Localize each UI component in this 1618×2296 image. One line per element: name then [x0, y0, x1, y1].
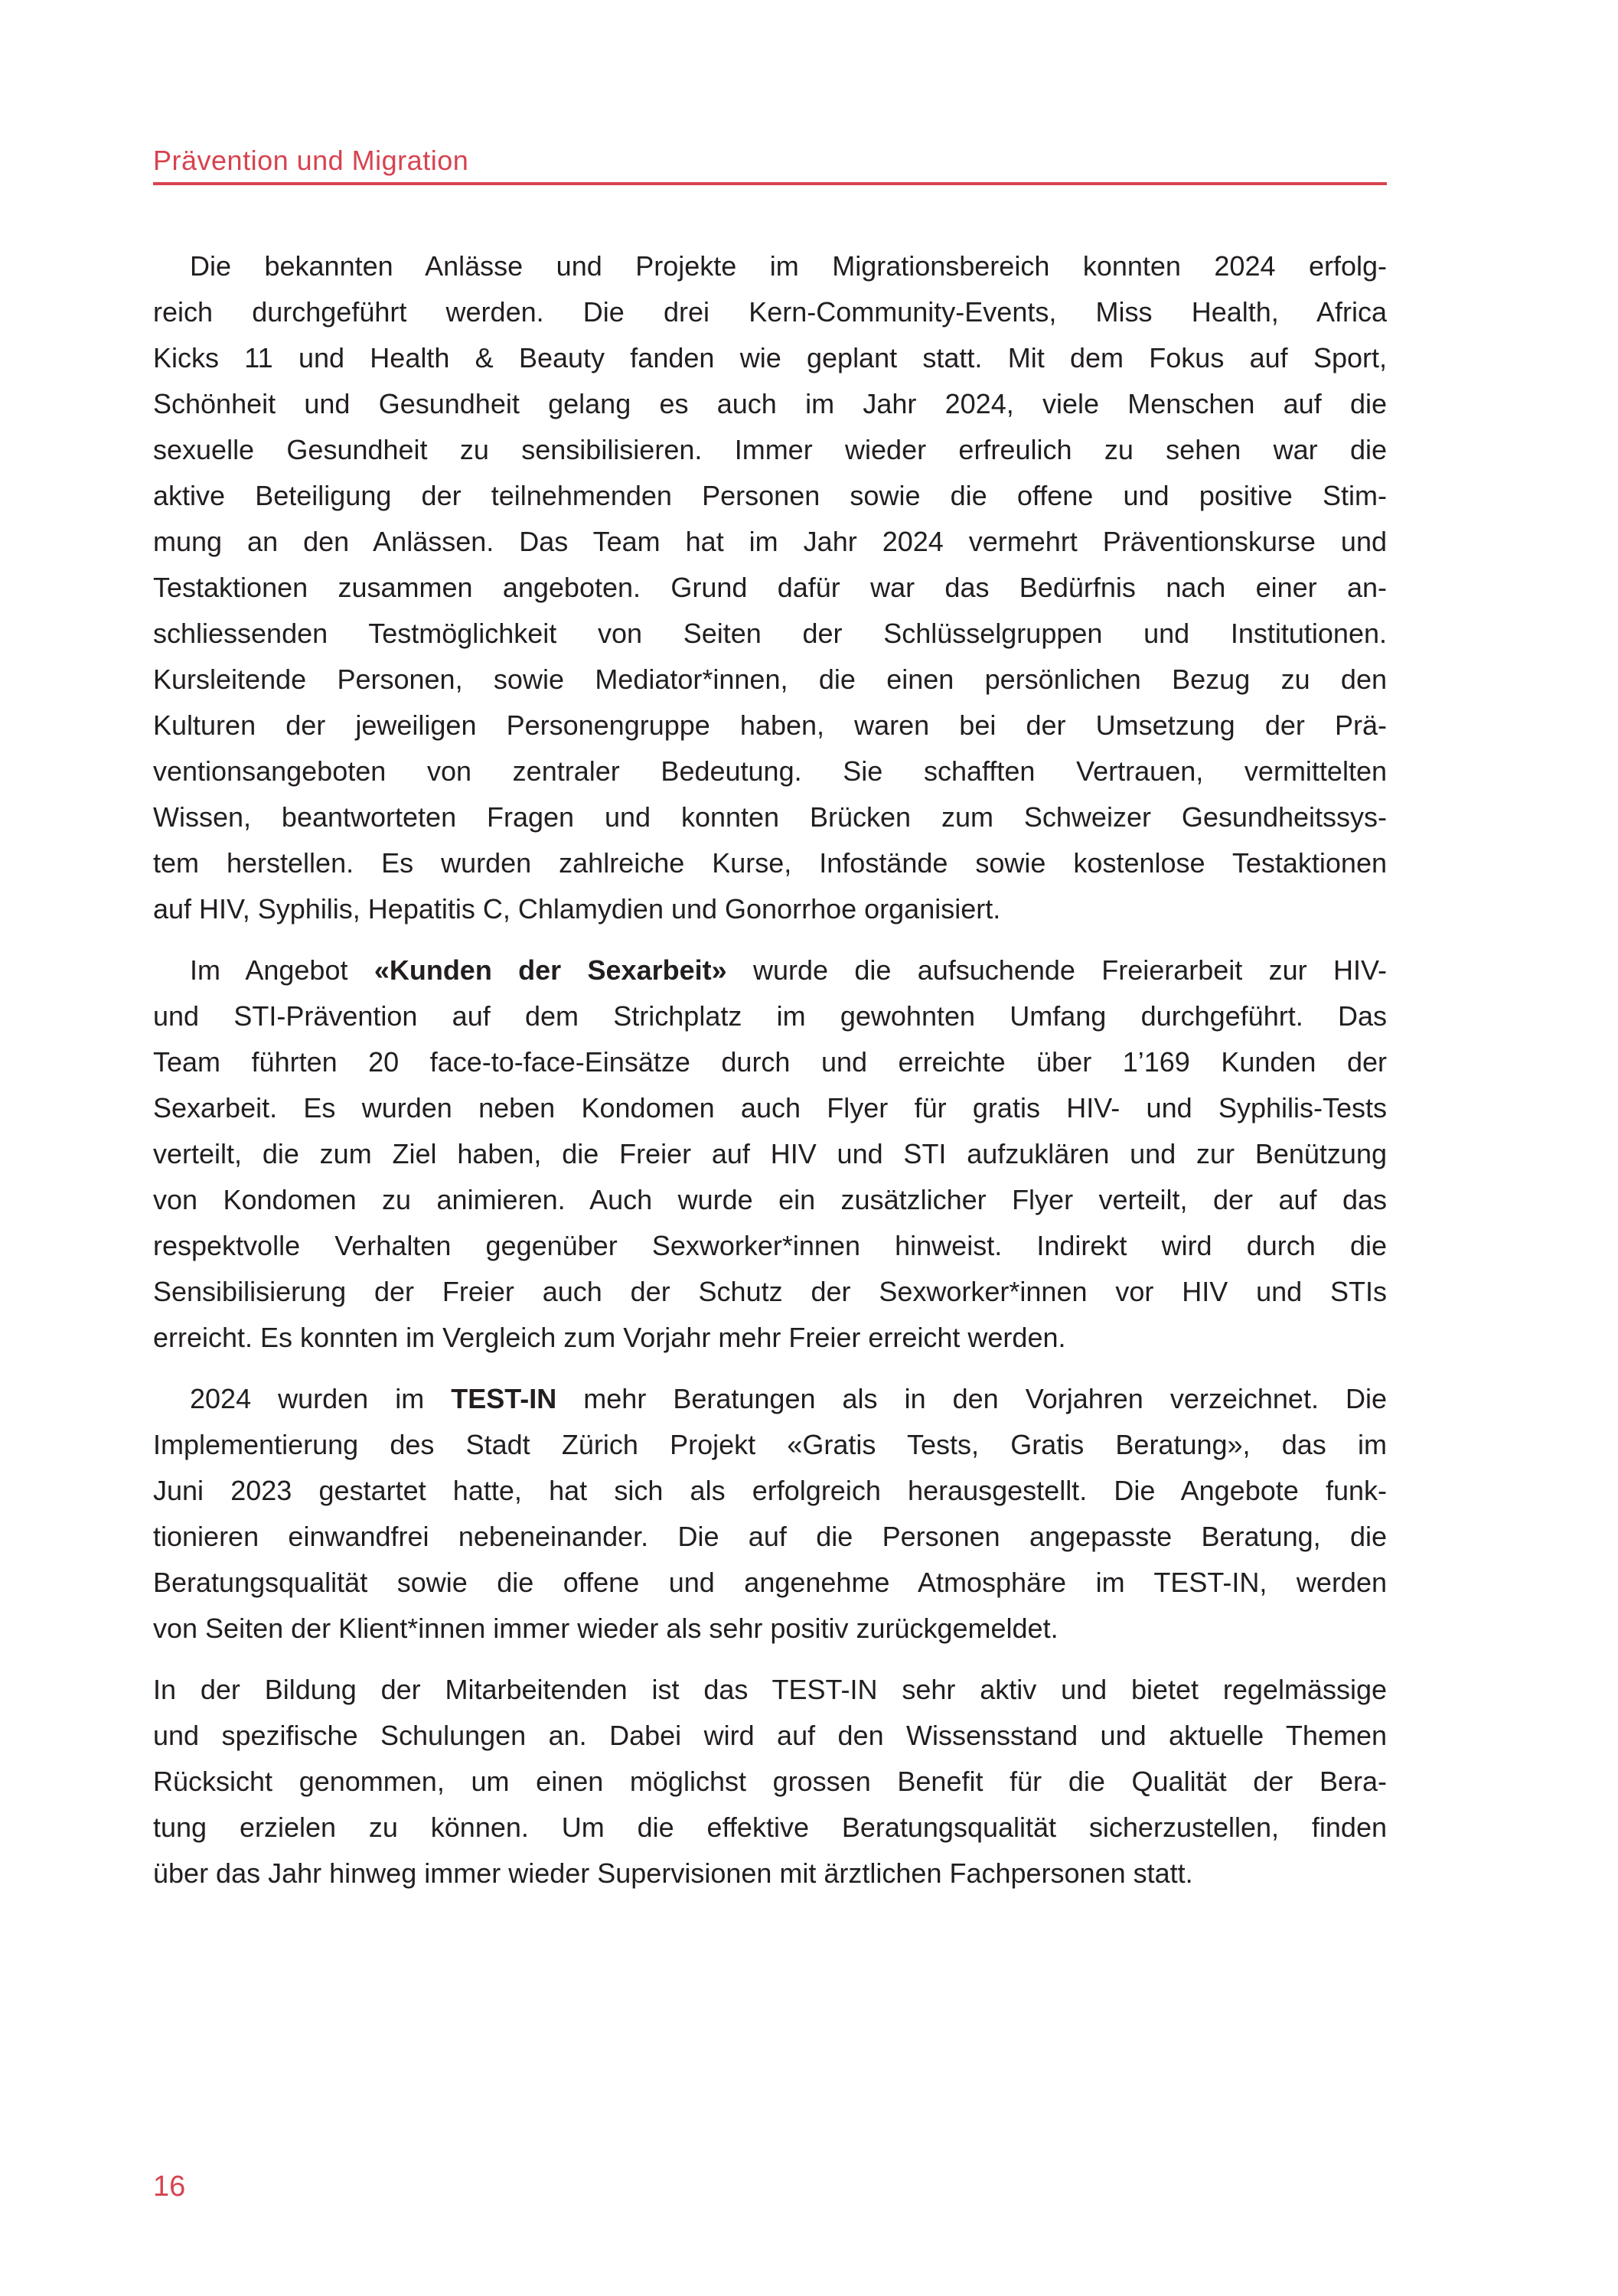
text-segment: reich durchgeführt werden. Die drei Kern-Community-Events, Miss Health, Africa — [153, 296, 1387, 328]
bold-text-segment: «Kunden der Sexarbeit» — [374, 954, 727, 986]
text-line — [153, 1422, 1387, 1468]
text-line — [153, 335, 1387, 381]
text-line — [153, 1851, 1387, 1896]
body-text — [153, 243, 1387, 1896]
text-line — [153, 886, 1387, 932]
text-segment: wurde die aufsuchende Freierarbeit zur HIV- — [726, 954, 1387, 986]
text-line — [153, 1713, 1387, 1759]
text-line — [153, 840, 1387, 886]
text-line — [153, 657, 1387, 703]
text-segment: und spezifische Schulungen an. Dabei wird auf den Wissensstand und aktuelle Themen — [153, 1720, 1387, 1751]
text-line — [153, 519, 1387, 565]
text-segment: aktive Beteiligung der teilnehmenden Personen sowie die offene und positive Stim- — [153, 480, 1387, 511]
text-segment: Im Angebot — [190, 954, 374, 986]
section-title: Prävention und Migration — [153, 145, 469, 176]
text-segment: Kulturen der jeweiligen Personengruppe haben, waren bei der Umsetzung der Prä- — [153, 709, 1387, 741]
text-line — [153, 993, 1387, 1039]
text-line — [153, 473, 1387, 519]
text-segment: auf HIV, Syphilis, Hepatitis C, Chlamydien und Gonorrhoe organisiert. — [153, 893, 1001, 925]
text-line — [153, 1606, 1387, 1652]
text-line — [153, 1131, 1387, 1177]
text-segment: Wissen, beantworteten Fragen und konnten Brücken zum Schweizer Gesundheitssys- — [153, 801, 1387, 833]
section-title-rule — [153, 182, 1387, 185]
text-segment: Kicks 11 und Health & Beauty fanden wie geplant statt. Mit dem Fokus auf Sport, — [153, 342, 1387, 373]
text-line — [153, 565, 1387, 611]
text-line — [153, 1667, 1387, 1713]
paragraph — [153, 1376, 1387, 1652]
bold-text-segment: TEST-IN — [451, 1383, 557, 1414]
text-segment: Rücksicht genommen, um einen möglichst grossen Benefit für die Qualität der Bera- — [153, 1766, 1387, 1797]
paragraph — [153, 1667, 1387, 1896]
text-line — [153, 1468, 1387, 1514]
text-segment: sexuelle Gesundheit zu sensibilisieren. Immer wieder erfreulich zu sehen war die — [153, 434, 1387, 465]
text-line — [153, 1223, 1387, 1269]
text-segment: verteilt, die zum Ziel haben, die Freier auf HIV und STI aufzuklären und zur Benützung — [153, 1138, 1387, 1169]
text-line — [153, 381, 1387, 427]
paragraph — [153, 243, 1387, 932]
text-segment: mehr Beratungen als in den Vorjahren verzeichnet. Die — [556, 1383, 1388, 1414]
text-line — [153, 611, 1387, 657]
text-line — [153, 289, 1387, 335]
text-line — [153, 1269, 1387, 1315]
text-segment: Testaktionen zusammen angeboten. Grund dafür war das Bedürfnis nach einer an- — [153, 572, 1387, 603]
text-segment: tem herstellen. Es wurden zahlreiche Kurse, Infostände sowie kostenlose Testaktionen — [153, 847, 1387, 879]
text-line — [153, 1085, 1387, 1131]
text-segment: von Seiten der Klient*innen immer wieder als sehr positiv zurückgemeldet. — [153, 1613, 1059, 1644]
paragraph — [153, 947, 1387, 1361]
text-segment: Team führten 20 face-to-face-Einsätze durch und erreichte über 1’169 Kunden der — [153, 1046, 1387, 1078]
text-segment: über das Jahr hinweg immer wieder Supervisionen mit ärztlichen Fachpersonen statt. — [153, 1857, 1193, 1889]
text-line — [153, 947, 1387, 993]
text-line — [153, 1560, 1387, 1606]
text-line — [153, 1759, 1387, 1805]
text-segment: Sexarbeit. Es wurden neben Kondomen auch Flyer für gratis HIV- und Syphilis-Tests — [153, 1092, 1387, 1124]
text-segment: Sensibilisierung der Freier auch der Schutz der Sexworker*innen vor HIV und STIs — [153, 1276, 1387, 1307]
text-segment: Schönheit und Gesundheit gelang es auch im Jahr 2024, viele Menschen auf die — [153, 388, 1387, 419]
text-line — [153, 794, 1387, 840]
text-line — [153, 1805, 1387, 1851]
text-line — [153, 1177, 1387, 1223]
text-line — [153, 1315, 1387, 1361]
text-segment: Die bekannten Anlässe und Projekte im Migrationsbereich konnten 2024 erfolg- — [190, 250, 1387, 282]
text-segment: schliessenden Testmöglichkeit von Seiten der Schlüsselgruppen und Institutionen. — [153, 618, 1387, 649]
text-segment: tung erzielen zu können. Um die effektive Beratungsqualität sicherzustellen, finden — [153, 1812, 1387, 1843]
text-segment: In der Bildung der Mitarbeitenden ist das TEST-IN sehr aktiv und bietet regelmässige — [153, 1674, 1387, 1705]
text-line — [153, 1039, 1387, 1085]
text-segment: Implementierung des Stadt Zürich Projekt «Gratis Tests, Gratis Beratung», das im — [153, 1429, 1387, 1460]
text-segment: mung an den Anlässen. Das Team hat im Jahr 2024 vermehrt Präventionskurse und — [153, 526, 1387, 557]
text-line — [153, 748, 1387, 794]
page-number: 16 — [153, 2170, 186, 2203]
text-segment: tionieren einwandfrei nebeneinander. Die auf die Personen angepasste Beratung, die — [153, 1521, 1387, 1552]
text-line — [153, 1376, 1387, 1422]
text-line — [153, 427, 1387, 473]
text-segment: Juni 2023 gestartet hatte, hat sich als erfolgreich herausgestellt. Die Angebote funk- — [153, 1475, 1387, 1506]
text-line — [153, 1514, 1387, 1560]
text-line — [153, 243, 1387, 289]
text-segment: 2024 wurden im — [190, 1383, 452, 1414]
text-segment: ventionsangeboten von zentraler Bedeutung. Sie schafften Vertrauen, vermittelten — [153, 755, 1387, 787]
text-segment: erreicht. Es konnten im Vergleich zum Vorjahr mehr Freier erreicht werden. — [153, 1322, 1066, 1353]
text-segment: von Kondomen zu animieren. Auch wurde ein zusätzlicher Flyer verteilt, der auf das — [153, 1184, 1387, 1215]
text-segment: Beratungsqualität sowie die offene und angenehme Atmosphäre im TEST-IN, werden — [153, 1567, 1387, 1598]
text-segment: Kursleitende Personen, sowie Mediator*innen, die einen persönlichen Bezug zu den — [153, 664, 1387, 695]
text-line — [153, 703, 1387, 748]
text-segment: und STI-Prävention auf dem Strichplatz im gewohnten Umfang durchgeführt. Das — [153, 1000, 1387, 1032]
text-segment: respektvolle Verhalten gegenüber Sexworker*innen hinweist. Indirekt wird durch die — [153, 1230, 1387, 1261]
